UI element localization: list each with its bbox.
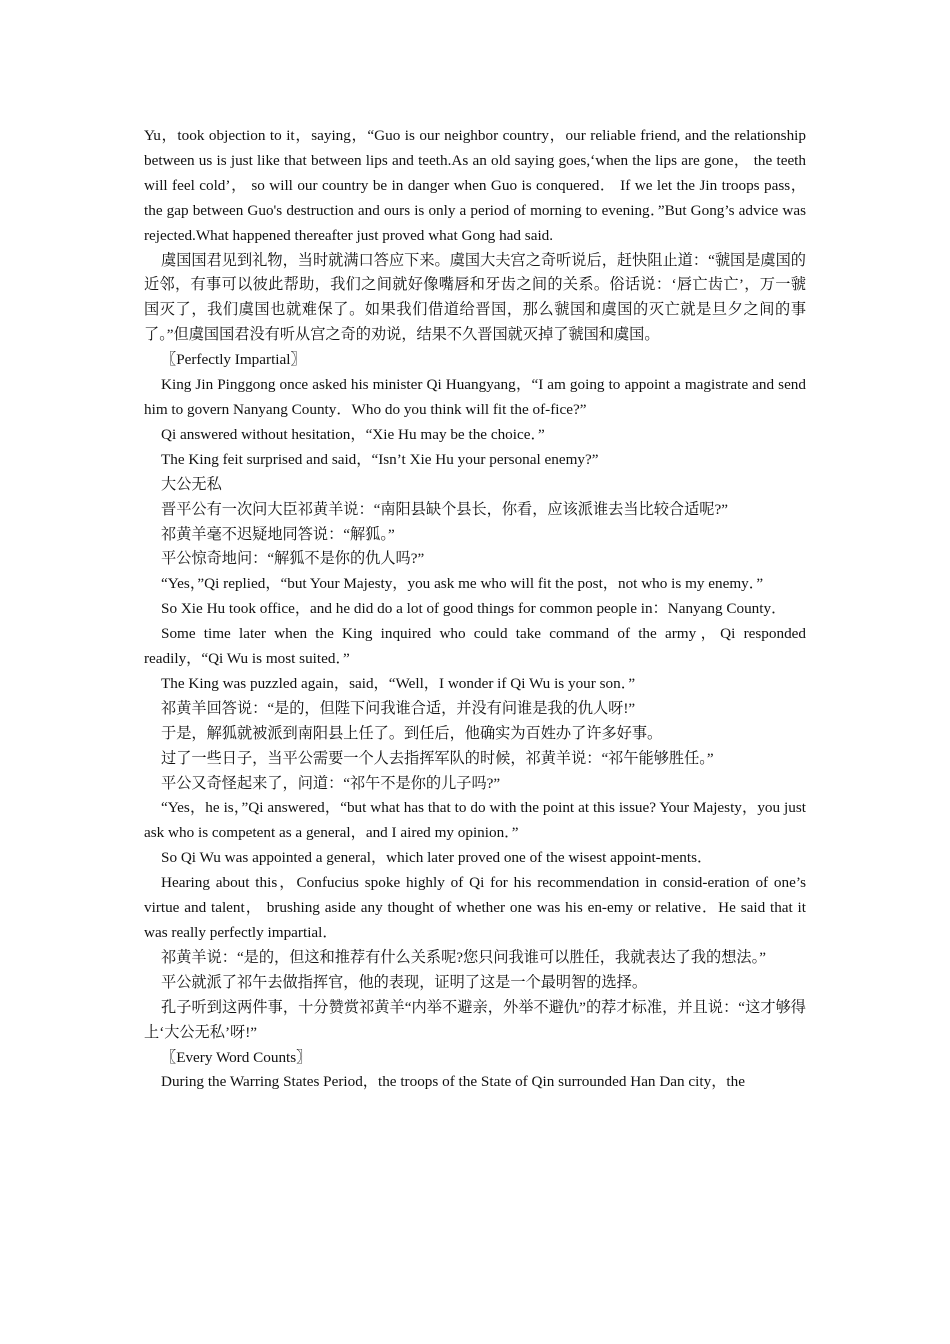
paragraph-confucius: Hearing about this，Confucius spoke highly of Qi for his recommendation in consid-eration of one’s virtue and talent， brushing aside any thought of whether one was his en-emy or relative．He said that it was really perfectly impartial． [144,874,806,941]
paragraph-chinese-qi-answered-son: 祁黄羊说：“是的，但这和推荐有什么关系呢?您只问我谁可以胜任，我就表达了我的想法。” [161,948,766,966]
section-heading-chinese: 大公无私 [161,475,222,493]
paragraph-king-puzzled: The King was puzzled again，said，“Well，I wonder if Qi Wu is your son．” [161,674,636,692]
paragraph-king-asks: King Jin Pinggong once asked his minister Qi Huangyang，“I am going to appoint a magistrate and send him to govern Nanyang County．Who do you think will fit the of-fice?” [144,376,806,418]
paragraph-chinese-qi-answers: 祁黄羊毫不迟疑地同答说：“解狐。” [161,525,395,543]
paragraph-qi-replied: “Yes，”Qi replied，“but Your Majesty，you ask me who will fit the post，not who is my enemy．” [161,575,764,593]
section-heading-perfectly-impartial: 〖Perfectly Impartial〗 [161,351,306,369]
paragraph-warring-states: During the Warring States Period，the troops of the State of Qin surrounded Han Dan city，the [161,1073,745,1091]
paragraph-xie-hu-office: So Xie Hu took office，and he did do a lot of good things for common people in：Nanyang County． [161,600,787,618]
paragraph-chinese-qi-wu-appointed: 平公就派了祁午去做指挥官，他的表现，证明了这是一个最明智的选择。 [161,973,647,991]
paragraph-chinese-command-army: 过了一些日子，当平公需要一个人去指挥军队的时候，祁黄羊说：“祁午能够胜任。” [161,749,714,767]
paragraph-chinese-confucius: 孔子听到这两件事，十分赞赏祁黄羊“内举不避亲，外举不避仇”的荐才标准，并且说：“这才够得上‘大公无私’呀!” [144,998,806,1041]
paragraph-chinese-king-puzzled: 平公又奇怪起来了，问道：“祁午不是你的儿子吗?” [161,774,501,792]
paragraph-chinese-xie-hu-office: 于是，解狐就被派到南阳县上任了。到任后，他确实为百姓办了许多好事。 [161,724,663,742]
paragraph-qi-wu-appointed: So Qi Wu was appointed a general，which later proved one of the wisest appoint-ments． [161,849,713,867]
paragraph-king-surprised: The King feit surprised and said，“Isn’t Xie Hu your personal enemy?” [161,450,599,468]
paragraph-command-army: Some time later when the King inquired who could take command of the army，Qi responded readily，“Qi Wu is most suited．” [144,625,806,668]
paragraph-yu-objection-chinese: 虞国国君见到礼物，当时就满口答应下来。虞国大夫宫之奇听说后，赶快阻止道：“虢国是虞国的近邻，有事可以彼此帮助，我们之间就好像嘴唇和牙齿之间的关系。俗话说：‘唇亡齿亡’，万一虢国灭了，我们虞国也就难保了。如果我们借道给晋国，那么虢国和虞国的灭亡就是旦夕之间的事了。”但虞国国君没有听从宫之奇的劝说，结果不久晋国就灭掉了虢国和虞国。 [144,251,806,344]
paragraph-qi-answered-son: “Yes，he is，”Qi answered，“but what has that to do with the point at this issue? Your Majesty，you just ask who is competent as a general，and I aired my opinion．” [144,799,806,842]
paragraph-chinese-king-asks: 晋平公有一次问大臣祁黄羊说：“南阳县缺个县长，你看，应该派谁去当比较合适呢?” [161,500,728,518]
paragraph-qi-answers: Qi answered without hesitation，“Xie Hu may be the choice．” [161,425,545,443]
section-heading-every-word-counts: 〖Every Word Counts〗 [161,1048,312,1066]
paragraph-chinese-king-surprised: 平公惊奇地问：“解狐不是你的仇人吗?” [161,550,425,568]
paragraph-chinese-qi-replied: 祁黄羊回答说：“是的，但陛下问我谁合适，并没有问谁是我的仇人呀!” [161,699,636,717]
document-page [144,124,806,1095]
paragraph-yu-objection: Yu，took objection to it，saying，“Guo is our neighbor country，our reliable friend, and the relationship between us is just like that between lips and teeth.As an old saying goes,‘when the lips are gone， the teeth will feel cold’， so will our country be in danger when Guo is conquered． If we let the Jin troops pass，the gap between Guo's destruction and ours is only a period of morning to evening．”But Gong’s advice was rejected.What happened thereafter just proved what Gong had said. [144,127,806,244]
